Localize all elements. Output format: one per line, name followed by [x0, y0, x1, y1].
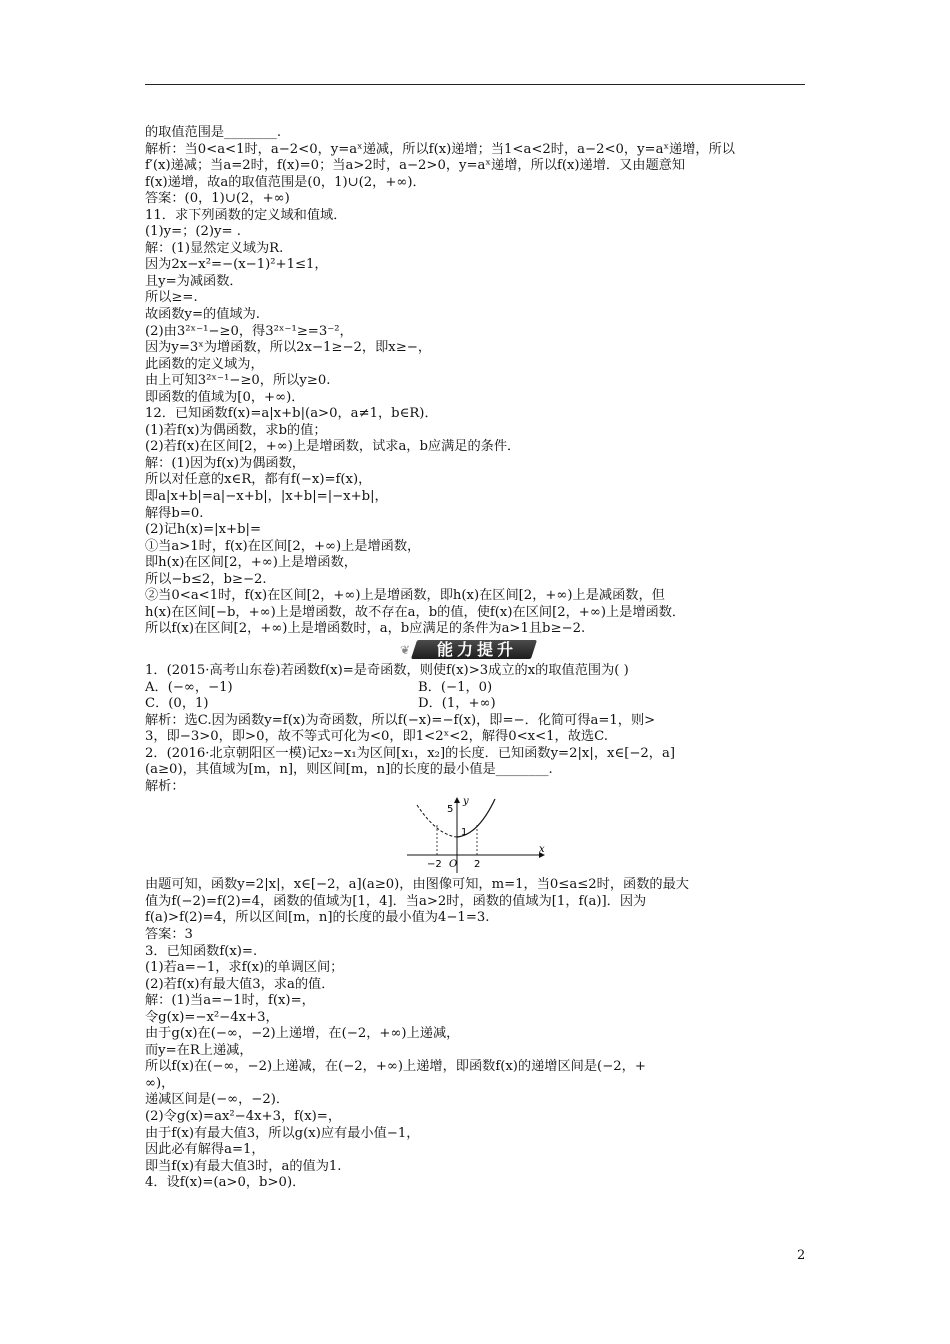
q1-option-b: B．(−1，0) [418, 679, 493, 695]
origin-label: O [449, 859, 458, 871]
section-exercise-answers [145, 125, 810, 638]
tick-label-2: 2 [474, 859, 481, 871]
q1-explain-line: 3，即−3>0，即>0，故不等式可化为<0，即1<2ˣ<2，解得0<x<1，故选C. [145, 729, 608, 745]
q3-line: 4．设f(x)=(a>0，b>0)． [145, 1175, 306, 1191]
header-rule [145, 84, 805, 85]
text-line: 即h(x)在区间[2，+∞)上是增函数， [145, 555, 357, 571]
question-2 [145, 746, 810, 944]
page-number: 2 [797, 1248, 806, 1263]
text-line: (2)若f(x)在区间[2，+∞)上是增函数，试求a，b应满足的条件． [145, 439, 521, 455]
graph-row [145, 795, 810, 877]
q3-line: 令g(x)=−x²−4x+3， [145, 1009, 279, 1025]
q2-line: 2．(2016·北京朝阳区一模)记x₂−x₁为区间[x₁，x₂]的长度．已知函数y=2|x|，x∈[−2，a] [145, 745, 675, 761]
q3-line: (1)若a=−1，求f(x)的单调区间； [145, 960, 344, 976]
x-axis-label: x [539, 844, 545, 856]
ability-banner [400, 639, 545, 661]
q3-line: 由于f(x)有最大值3，所以g(x)应有最小值−1， [145, 1125, 420, 1141]
text-line: 11．求下列函数的定义域和值域． [145, 207, 347, 223]
q3-line: 而y=在R上递减， [145, 1042, 253, 1058]
q1-option-c: C．(0，1) [145, 696, 209, 712]
text-line: 即a|x+b|=a|−x+b|，|x+b|=|−x+b|， [145, 489, 388, 505]
banner-title: 能力提升 [436, 639, 517, 659]
q1-option-a: A．(−∞，−1) [145, 679, 233, 695]
q1-stem: 1．(2015·高考山东卷)若函数f(x)=是奇函数，则使f(x)>3成立的x的取值范围为( ) [145, 662, 629, 678]
text-line: (1)y=；(2)y= . [145, 224, 241, 240]
q3-line: 因此必有解得a=1， [145, 1142, 265, 1158]
text-line: 此函数的定义域为， [145, 356, 264, 372]
text-line: 因为y=3ˣ为增函数，所以2x−1≥−2，即x≥−， [145, 340, 432, 356]
y-axis-arrow-icon [454, 797, 460, 803]
text-line: (2)记h(x)=|x+b|= [145, 522, 262, 538]
text-line: ②当0<a<1时，f(x)在区间[2，+∞)上是增函数，即h(x)在区间[2，+∞)上是减函数，但 [145, 588, 665, 604]
text-line: f′(x)递减；当a=2时，f(x)=0；当a>2时，a−2>0，y=aˣ递增，所以f(x)递增．又由题意知 [145, 158, 686, 174]
text-line: ①当a>1时，f(x)在区间[2，+∞)上是增函数， [145, 538, 421, 554]
text-line: h(x)在区间[−b，+∞)上是增函数，故不存在a，b的值，使f(x)在区间[2，+∞)上是增函数． [145, 604, 686, 620]
q3-line: (2)若f(x)有最大值3，求a的值． [145, 976, 335, 992]
q1-options-row-1 [145, 680, 810, 697]
text-line: 解析：当0<a<1时，a−2<0，y=aˣ递减，所以f(x)递增；当1<a<2时，a−2<0，y=aˣ递增，所以 [145, 141, 735, 157]
q1-option-d: D．(1，+∞) [418, 696, 496, 712]
tick-label-1: 1 [461, 827, 468, 839]
tick-label-neg2: −2 [427, 859, 442, 871]
section-banner-row [145, 639, 810, 661]
text-line: 答案：(0，1)∪(2，+∞) [145, 191, 290, 207]
text-line: 即函数的值域为[0，+∞)． [145, 389, 305, 405]
text-line: 的取值范围是________. [145, 125, 282, 140]
text-line: 解：(1)因为f(x)为偶函数， [145, 455, 305, 471]
leaf-icon: ❦ [400, 642, 411, 657]
q3-line: 即当f(x)有最大值3时，a的值为1. [145, 1158, 342, 1174]
q3-line: 解：(1)当a=−1时，f(x)=， [145, 993, 315, 1009]
text-line: 解得b=0. [145, 505, 204, 521]
exponential-graph [403, 795, 548, 875]
text-line: 12．已知函数f(x)=a|x+b|(a>0，a≠1，b∈R)． [145, 406, 438, 422]
text-line: 故函数y=的值域为. [145, 307, 261, 323]
q2-line: 解析： [145, 778, 185, 794]
text-line: 所以−b≤2，b≥−2. [145, 571, 267, 587]
q3-line: 递减区间是(−∞，−2)． [145, 1092, 290, 1108]
question-1 [145, 663, 810, 746]
q3-line: 由于g(x)在(−∞，−2)上递增，在(−2，+∞)上递减， [145, 1026, 460, 1042]
q3-line: 3．已知函数f(x)=. [145, 943, 258, 959]
q1-options-row-2 [145, 696, 810, 713]
text-line: (2)由3²ˣ⁻¹−≥0，得3²ˣ⁻¹≥=3⁻²， [145, 323, 353, 339]
text-line: 所以对任意的x∈R，都有f(−x)=f(x)， [145, 472, 372, 488]
text-line: 由上可知3²ˣ⁻¹−≥0，所以y≥0. [145, 373, 331, 389]
y-axis-label: y [463, 796, 469, 808]
q3-line: 所以f(x)在(−∞，−2)上递减，在(−2，+∞)上递增，即函数f(x)的递增区间是(−2，+ [145, 1059, 646, 1075]
document-body [145, 125, 810, 1192]
text-line: 因为2x−x²=−(x−1)²+1≤1， [145, 257, 328, 273]
q2-after-line: 由题可知，函数y=2|x|，x∈[−2，a](a≥0)，由图像可知，m=1，当0≤a≤2时，函数的最大 [145, 877, 689, 893]
text-line: f(x)递增，故a的取值范围是(0，1)∪(2，+∞)． [145, 174, 426, 190]
text-line: 所以f(x)在区间[2，+∞)上是增函数时，a，b应满足的条件为a>1且b≥−2. [145, 621, 586, 637]
q3-line: ∞)， [145, 1075, 175, 1091]
question-3 [145, 944, 810, 1192]
q2-answer: 答案：3 [145, 926, 193, 942]
text-line: 且y=为减函数． [145, 273, 243, 289]
q2-after-line: f(a)>f(2)=4，所以区间[m，n]的长度的最小值为4−1=3. [145, 910, 490, 926]
q2-line: (a≥0)，其值域为[m，n]，则区间[m，n]的长度的最小值是________. [145, 762, 553, 778]
q1-explain-line: 解析：选C.因为函数y=f(x)为奇函数，所以f(−x)=−f(x)，即=−．化简可得a=1，则> [145, 712, 656, 728]
tick-label-5: 5 [447, 804, 454, 816]
text-line: (1)若f(x)为偶函数，求b的值； [145, 422, 327, 438]
text-line: 所以≥=. [145, 290, 198, 306]
q2-after-line: 值为f(−2)=f(2)=4，函数的值域为[1，4]．当a>2时，函数的值域为[1，f(a)]．因为 [145, 893, 647, 909]
text-line: 解：(1)显然定义域为R. [145, 240, 284, 256]
q3-line: (2)令g(x)=ax²−4x+3，f(x)=， [145, 1108, 342, 1124]
